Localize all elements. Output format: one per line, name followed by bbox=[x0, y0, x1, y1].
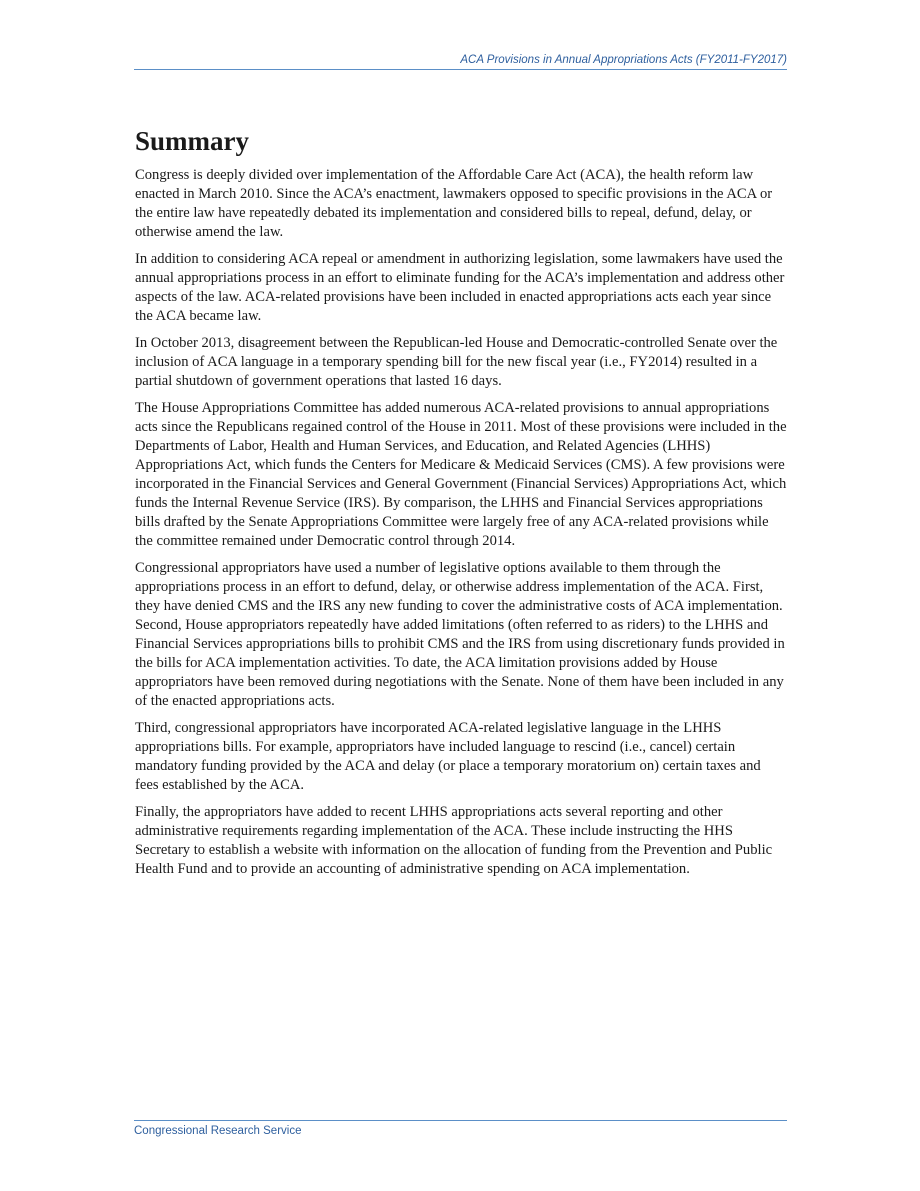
page-title: Summary bbox=[135, 126, 249, 156]
footer-organization: Congressional Research Service bbox=[134, 1125, 302, 1137]
summary-paragraph-6: Third, congressional appropriators have incorporated ACA-related legislative language in the LHHS appropriations bills. For example, appropriators have included language to rescind (i.e., cancel) certain mandatory funding provided by the ACA and delay (or place a temporary moratorium on) certain taxes and fees established by the ACA. bbox=[135, 720, 761, 793]
running-header-title: ACA Provisions in Annual Appropriations Acts (FY2011-FY2017) bbox=[460, 54, 787, 66]
summary-paragraph-5: Congressional appropriators have used a number of legislative options available to them through the appropriations process in an effort to defund, delay, or otherwise address implementation of the ACA. First, they have denied CMS and the IRS any new funding to cover the administrative costs of ACA implementation. Second, House appropriators repeatedly have added limitations (often referred to as riders) to the LHHS and Financial Services appropriations bills to prohibit CMS and the IRS from using discretionary funds provided in the bills for ACA implementation activities. To date, the ACA limitation provisions added by House appropriators have been removed during negotiations with the Senate. None of them have been included in any of the enacted appropriations acts. bbox=[135, 560, 785, 709]
summary-paragraph-7: Finally, the appropriators have added to recent LHHS appropriations acts several reporting and other administrative requirements regarding implementation of the ACA. These include instructing the HHS Secretary to establish a website with information on the allocation of funding from the Prevention and Public Health Fund and to provide an accounting of administrative spending on ACA implementation. bbox=[135, 804, 773, 877]
summary-paragraph-3: In October 2013, disagreement between the Republican-led House and Democratic-controlled Senate over the inclusion of ACA language in a temporary spending bill for the new fiscal year (i.e., FY2014) resulted in a partial shutdown of government operations that lasted 16 days. bbox=[135, 335, 778, 389]
summary-paragraph-4: The House Appropriations Committee has added numerous ACA-related provisions to annual appropriations acts since the Republicans regained control of the House in 2011. Most of these provisions were included in the Departments of Labor, Health and Human Services, and Education, and Related Agencies (LHHS) Appropriations Act, which funds the Centers for Medicare & Medicaid Services (CMS). A few provisions were incorporated in the Financial Services and General Government (Financial Services) Appropriations Act, which funds the Internal Revenue Service (IRS). By comparison, the LHHS and Financial Services appropriations bills drafted by the Senate Appropriations Committee were largely free of any ACA-related provisions while the committee remained under Democratic control through 2014. bbox=[135, 400, 787, 549]
running-header bbox=[134, 53, 787, 70]
summary-paragraph-2: In addition to considering ACA repeal or amendment in authorizing legislation, some lawmakers have used the annual appropriations process in an effort to eliminate funding for the ACA’s implementation and address other aspects of the law. ACA-related provisions have been included in enacted appropriations acts each year since the ACA became law. bbox=[135, 251, 785, 324]
summary-paragraph-1: Congress is deeply divided over implementation of the Affordable Care Act (ACA), the health reform law enacted in March 2010. Since the ACA’s enactment, lawmakers opposed to specific provisions in the ACA or the entire law have repeatedly debated its implementation and considered bills to repeal, defund, delay, or otherwise amend the law. bbox=[135, 167, 773, 240]
page-footer bbox=[134, 1120, 787, 1139]
summary-section bbox=[135, 124, 787, 887]
